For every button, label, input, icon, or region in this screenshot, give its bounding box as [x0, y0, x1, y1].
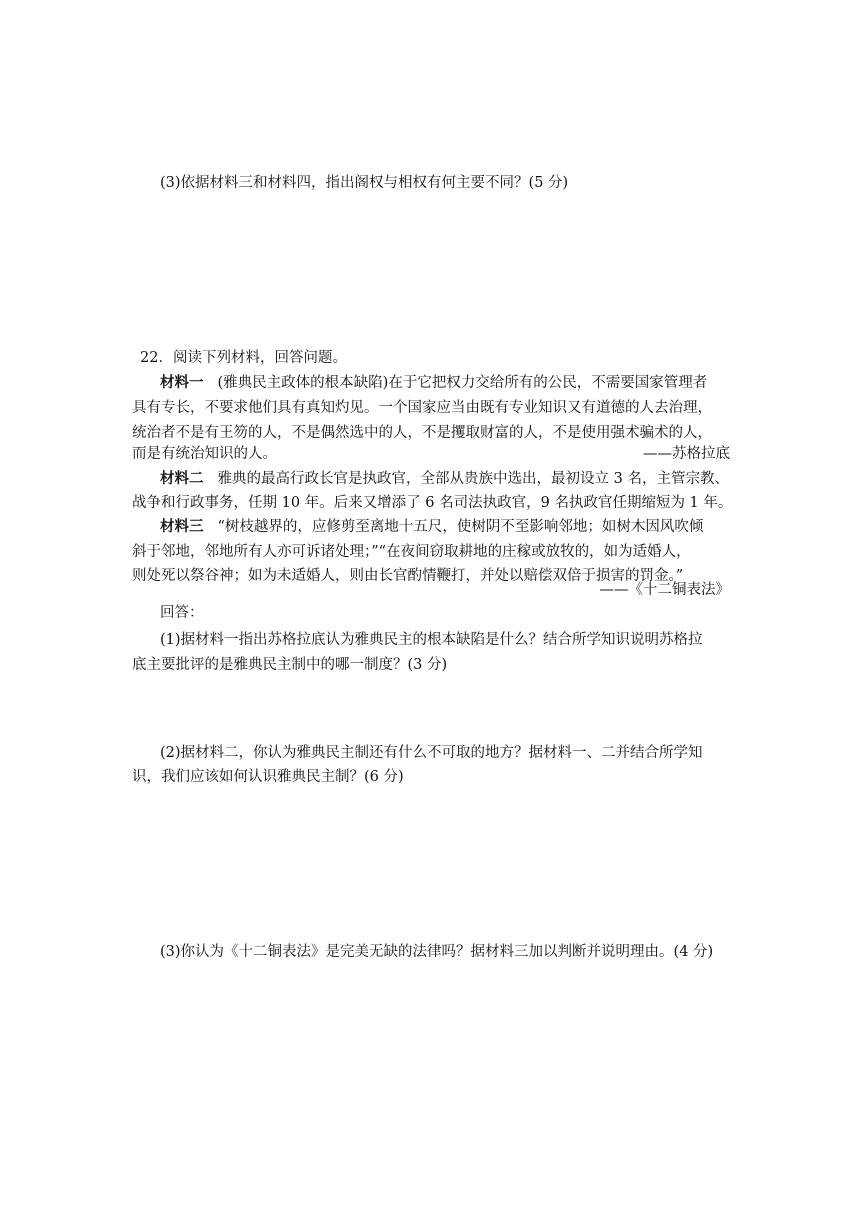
question-22-3: (3)你认为《十二铜表法》是完美无缺的法律吗？据材料三加以判断并说明理由。(4 分): [160, 944, 714, 960]
material-1-line-3: 统治者不是有王笏的人，不是偶然选中的人，不是攫取财富的人，不是使用强术骗术的人，: [132, 425, 712, 441]
material-1-label: 材料一: [160, 374, 204, 391]
material-3-line-2: 斜于邻地，邻地所有人亦可诉诸处理；”“在夜间窃取耕地的庄稼或放牧的，如为适婚人，: [132, 544, 691, 560]
answer-label: 回答：: [160, 605, 204, 621]
material-3-line-3: 则处死以祭谷神；如为未适婚人，则由长官酌情鞭打，并处以赔偿双倍于损害的罚金。”: [132, 568, 684, 584]
material-2-text: 雅典的最高行政长官是执政官，全部从贵族中选出，最初设立 3 名，主管宗教、: [217, 471, 729, 487]
material-2-line-2: 战争和行政事务，任期 10 年。后来又增添了 6 名司法执政官，9 名执政官任期缩短为 1 年。: [132, 495, 733, 511]
material-3-text: “树枝越界的，应修剪至离地十五尺，使树阴不至影响邻地；如树木因风吹倾: [217, 519, 704, 535]
material-3-line-1: [160, 517, 703, 537]
material-1-line-1: [160, 373, 707, 393]
question-22-1-line-2: 底主要批评的是雅典民主制中的哪一制度？(3 分): [132, 657, 448, 673]
material-3-source: ——《十二铜表法》: [599, 582, 730, 598]
material-3-label: 材料三: [160, 518, 204, 535]
question-22-2-line-1: (2)据材料二，你认为雅典民主制还有什么不可取的地方？据材料一、二并结合所学知: [160, 745, 703, 761]
material-2-label: 材料二: [160, 470, 204, 487]
question-22-2-line-2: 识，我们应该如何认识雅典民主制？(6 分): [132, 769, 404, 785]
question-22-header: 22．阅读下列材料，回答问题。: [140, 350, 347, 366]
material-1-source: ——苏格拉底: [643, 446, 730, 462]
material-1-line-2: 具有专长，不要求他们具有真知灼见。一个国家应当由既有专业知识又有道德的人去治理，: [132, 400, 712, 416]
question-21-3: (3)依据材料三和材料四，指出阁权与相权有何主要不同？(5 分): [160, 175, 569, 191]
material-2-line-1: [160, 469, 729, 489]
material-1-line-4: 而是有统治知识的人。: [132, 446, 277, 462]
material-1-text: (雅典民主政体的根本缺陷)在于它把权力交给所有的公民，不需要国家管理者: [217, 375, 708, 391]
question-22-1-line-1: (1)据材料一指出苏格拉底认为雅典民主的根本缺陷是什么？结合所学知识说明苏格拉: [160, 632, 703, 648]
